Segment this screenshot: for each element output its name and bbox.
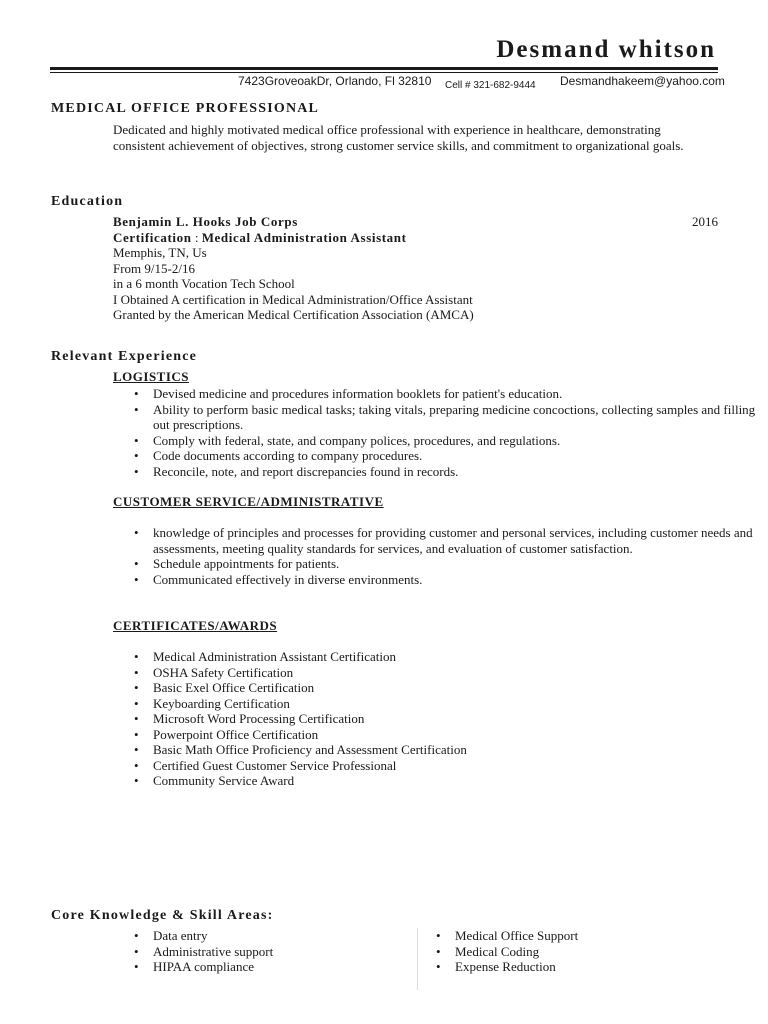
list-item: • Administrative support bbox=[153, 944, 443, 960]
summary-text: Dedicated and highly motivated medical office professional with experience in healthcare, demonstrating consistent achievement of objectives, strong customer service skills, and commitment to organizational goals. bbox=[113, 122, 684, 153]
list-item: • Powerpoint Office Certification bbox=[153, 727, 763, 743]
contact-address: 7423GroveoakDr, Orlando, Fl 32810 bbox=[238, 74, 432, 88]
resume-name: Desmand whitson bbox=[496, 36, 716, 63]
certificates-list bbox=[113, 649, 763, 789]
list-item: • Certified Guest Customer Service Professional bbox=[153, 758, 763, 774]
education-line: Granted by the American Medical Certification Association (AMCA) bbox=[113, 307, 474, 322]
list-item: • Expense Reduction bbox=[455, 959, 755, 975]
list-item: • Comply with federal, state, and company polices, procedures, and regulations. bbox=[153, 433, 763, 449]
certificates-heading: CERTIFICATES/AWARDS bbox=[113, 618, 278, 633]
list-item: • Basic Exel Office Certification bbox=[153, 680, 763, 696]
logistics-list bbox=[113, 386, 763, 479]
skills-heading: Core Knowledge & Skill Areas: bbox=[51, 908, 274, 923]
education-line: in a 6 month Vocation Tech School bbox=[113, 276, 295, 291]
contact-cell: Cell # 321-682-9444 bbox=[445, 80, 536, 91]
list-item: • Medical Administration Assistant Certification bbox=[153, 649, 763, 665]
contact-email: Desmandhakeem@yahoo.com bbox=[560, 74, 725, 88]
header-rule bbox=[50, 67, 718, 70]
list-item: • OSHA Safety Certification bbox=[153, 665, 763, 681]
education-block bbox=[113, 214, 718, 323]
education-year: 2016 bbox=[692, 214, 718, 229]
list-item: • Microsoft Word Processing Certification bbox=[153, 711, 763, 727]
list-item: • Communicated effectively in diverse environments. bbox=[153, 572, 763, 588]
certification-label: Certification bbox=[113, 229, 192, 245]
experience-heading: Relevant Experience bbox=[51, 349, 198, 364]
list-item: • Ability to perform basic medical tasks; taking vitals, preparing medicine concoctions, collecting samples and filling out prescriptions. bbox=[153, 402, 763, 433]
list-item: • Keyboarding Certification bbox=[153, 696, 763, 712]
customer-service-list bbox=[113, 525, 763, 587]
education-line: I Obtained A certification in Medical Administration/Office Assistant bbox=[113, 291, 473, 307]
list-item: • Medical Coding bbox=[455, 944, 755, 960]
education-certification: Certification : Medical Administration Assistant bbox=[113, 229, 407, 245]
list-item: • Schedule appointments for patients. bbox=[153, 556, 763, 572]
certification-value: Medical Administration Assistant bbox=[201, 229, 407, 245]
header-rule-thin bbox=[50, 72, 718, 73]
list-item: • knowledge of principles and processes for providing customer and personal services, including customer needs and assessments, meeting quality standards for services, and evaluation of customer satisfaction. bbox=[153, 525, 763, 556]
list-item: • Community Service Award bbox=[153, 773, 763, 789]
education-heading: Education bbox=[51, 194, 124, 209]
customer-service-heading: CUSTOMER SERVICE/ADMINISTRATIVE bbox=[113, 494, 384, 509]
education-school-row bbox=[113, 214, 718, 230]
list-item: • Medical Office Support bbox=[455, 928, 755, 944]
education-line: Memphis, TN, Us bbox=[113, 245, 207, 260]
list-item: • Code documents according to company procedures. bbox=[153, 448, 763, 464]
logistics-heading: LOGISTICS bbox=[113, 369, 190, 384]
skills-list-right bbox=[415, 928, 755, 975]
skills-list-left bbox=[113, 928, 443, 975]
education-school: Benjamin L. Hooks Job Corps bbox=[113, 214, 298, 229]
list-item: • Data entry bbox=[153, 928, 443, 944]
summary-heading: MEDICAL OFFICE PROFESSIONAL bbox=[51, 101, 320, 116]
list-item: • Basic Math Office Proficiency and Assessment Certification bbox=[153, 742, 763, 758]
list-item: • HIPAA compliance bbox=[153, 959, 443, 975]
education-line: From 9/15-2/16 bbox=[113, 260, 195, 276]
list-item: • Devised medicine and procedures information booklets for patient's education. bbox=[153, 386, 763, 402]
list-item: • Reconcile, note, and report discrepancies found in records. bbox=[153, 464, 763, 480]
